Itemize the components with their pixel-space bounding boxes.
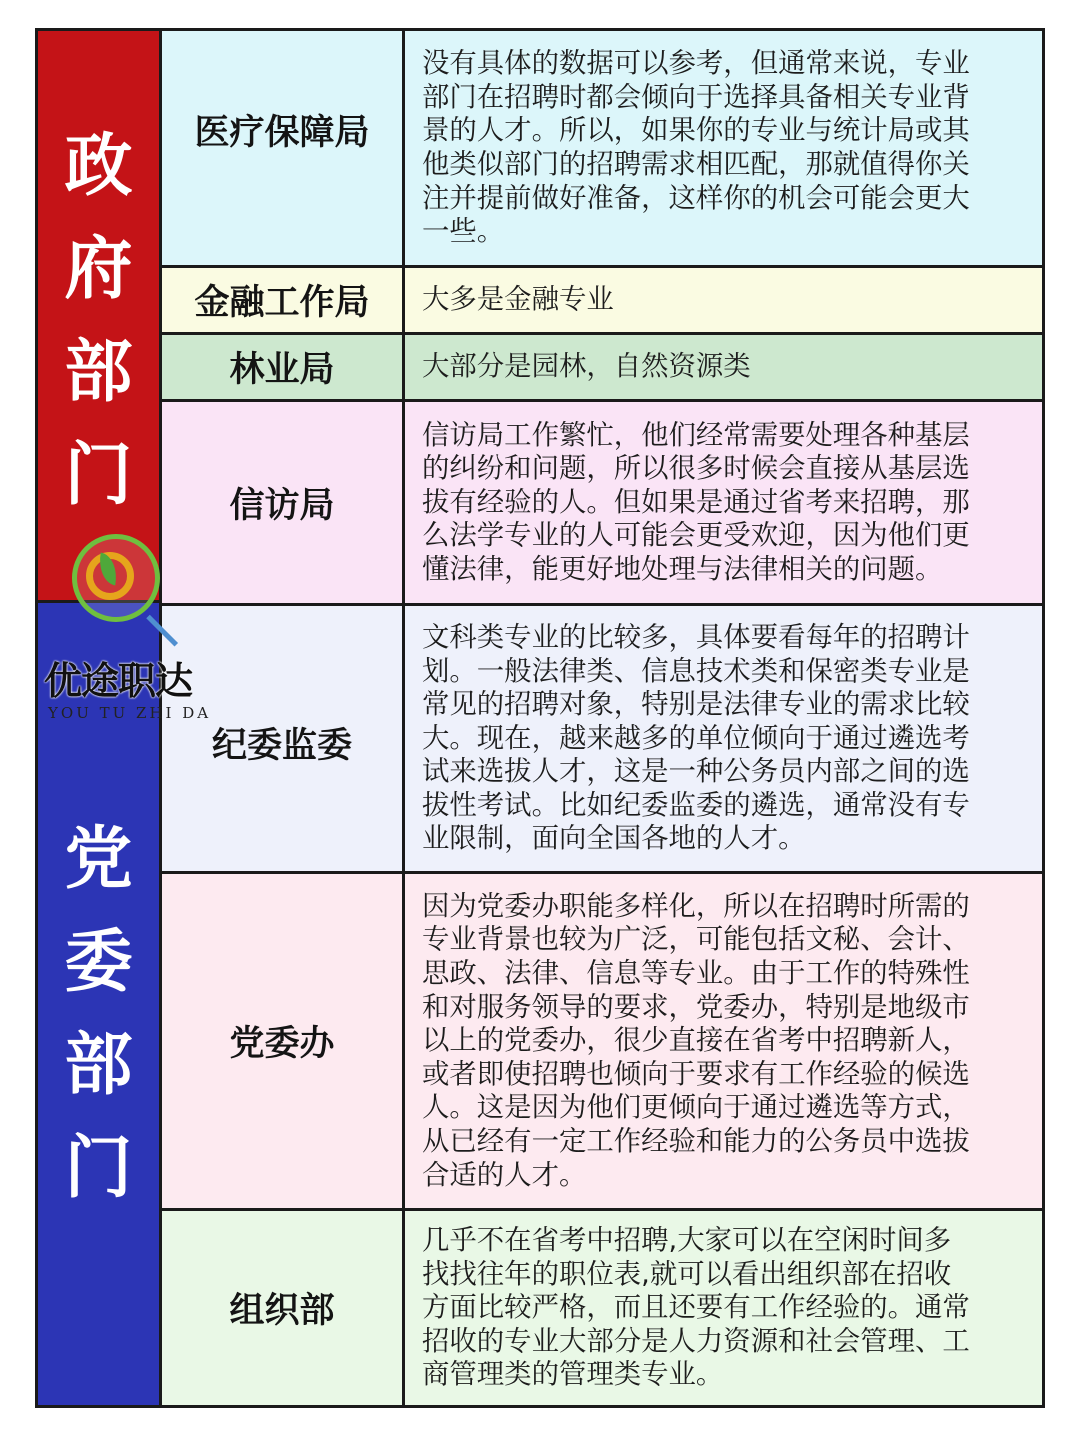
description-line: 部门在招聘时都会倾向于选择具备相关专业背 — [422, 81, 970, 113]
description-line: 招收的专业大部分是人力资源和社会管理、工 — [422, 1325, 970, 1357]
description-line: 或者即使招聘也倾向于要求有工作经验的候选 — [422, 1058, 970, 1090]
description-text — [422, 350, 751, 384]
department-description — [405, 1211, 1042, 1405]
department-name: 信访局 — [162, 402, 405, 603]
category-government-label — [64, 31, 132, 600]
description-line: 人。这是因为他们更倾向于通过遴选等方式， — [422, 1092, 970, 1124]
department-name: 党委办 — [162, 874, 405, 1208]
description-line: 业限制，面向全国各地的人才。 — [422, 823, 806, 855]
description-line: 文科类专业的比较多，具体要看每年的招聘计 — [422, 621, 970, 653]
category-char: 部 — [64, 1026, 133, 1105]
description-line: 划。一般法律类、信息技术类和保密类专业是 — [422, 655, 970, 687]
description-line: 商管理类的管理类专业。 — [422, 1359, 724, 1391]
description-line: 专业背景也较为广泛，可能包括文秘、会计、 — [422, 924, 970, 956]
table-row — [162, 1211, 1042, 1405]
department-name: 医疗保障局 — [162, 31, 405, 265]
description-text — [422, 890, 970, 1192]
description-line: 思政、法律、信息等专业。由于工作的特殊性 — [422, 958, 970, 990]
category-char: 门 — [64, 1129, 133, 1208]
description-line: 合适的人才。 — [422, 1159, 587, 1191]
description-line: 常见的招聘对象，特别是法律专业的需求比较 — [422, 689, 970, 721]
description-text — [422, 419, 970, 587]
department-description — [405, 31, 1042, 265]
category-government — [38, 31, 162, 603]
description-line: 信访局工作繁忙，他们经常需要处理各种基层 — [422, 419, 970, 451]
category-char: 府 — [64, 230, 133, 309]
description-line: 拔性考试。比如纪委监委的遴选，通常没有专 — [422, 789, 970, 821]
description-line: 找找往年的职位表,就可以看出组织部在招收 — [422, 1258, 952, 1290]
department-name: 纪委监委 — [162, 606, 405, 871]
description-line: 大多是金融专业 — [422, 284, 614, 316]
description-line: 方面比较严格，而且还要有工作经验的。通常 — [422, 1292, 970, 1324]
description-line: 以上的党委办，很少直接在省考中招聘新人， — [422, 1025, 970, 1057]
department-description — [405, 268, 1042, 332]
description-text — [422, 1224, 970, 1392]
description-line: 试来选拔人才，这是一种公务员内部之间的选 — [422, 756, 970, 788]
category-char: 门 — [64, 436, 133, 515]
table-row — [162, 335, 1042, 402]
description-line: 他类似部门的招聘需求相匹配，那就值得你关 — [422, 149, 970, 180]
description-text — [422, 621, 970, 856]
category-char: 委 — [64, 923, 133, 1002]
table-row — [162, 31, 1042, 268]
department-name: 组织部 — [162, 1211, 405, 1405]
department-description — [405, 402, 1042, 603]
watermark-logo — [40, 532, 230, 727]
description-text — [422, 47, 970, 249]
table-row — [162, 402, 1042, 606]
description-line: 懂法律，能更好地处理与法律相关的问题。 — [422, 553, 943, 585]
description-line: 没有具体的数据可以参考，但通常来说，专业 — [422, 48, 970, 80]
department-description — [405, 335, 1042, 399]
watermark-subtitle: YOU TU ZHI DA — [48, 704, 212, 722]
description-line: 因为党委办职能多样化，所以在招聘时所需的 — [422, 890, 970, 922]
description-line: 的纠纷和问题，所以很多时候会直接从基层选 — [422, 453, 970, 485]
category-char: 政 — [64, 127, 133, 206]
table-row — [162, 606, 1042, 874]
description-line: 和对服务领导的要求，党委办，特别是地级市 — [422, 991, 970, 1023]
description-line: 拔有经验的人。但如果是通过省考来招聘，那 — [422, 486, 970, 518]
department-description — [405, 874, 1042, 1208]
category-char: 部 — [64, 333, 133, 412]
department-description — [405, 606, 1042, 871]
description-line: 么法学专业的人可能会更受欢迎，因为他们更 — [422, 520, 970, 552]
description-text — [422, 283, 614, 317]
description-line: 大。现在，越来越多的单位倾向于通过遴选考 — [422, 722, 970, 754]
watermark-title: 优途职达 — [44, 659, 193, 703]
description-line: 一些。 — [422, 216, 505, 248]
table-row — [162, 268, 1042, 335]
description-line: 从已经有一定工作经验和能力的公务员中选拔 — [422, 1125, 970, 1157]
department-name: 林业局 — [162, 335, 405, 399]
category-char: 党 — [64, 820, 133, 899]
description-line: 大部分是园林，自然资源类 — [422, 351, 751, 383]
description-line: 几乎不在省考中招聘,大家可以在空闲时间多 — [422, 1225, 952, 1257]
department-name: 金融工作局 — [162, 268, 405, 332]
table-row — [162, 874, 1042, 1211]
magnifier-handle-icon — [146, 615, 178, 647]
description-line: 景的人才。所以，如果你的专业与统计局或其 — [422, 115, 970, 147]
description-line: 注并提前做好准备，这样你的机会可能会更大 — [422, 182, 970, 214]
